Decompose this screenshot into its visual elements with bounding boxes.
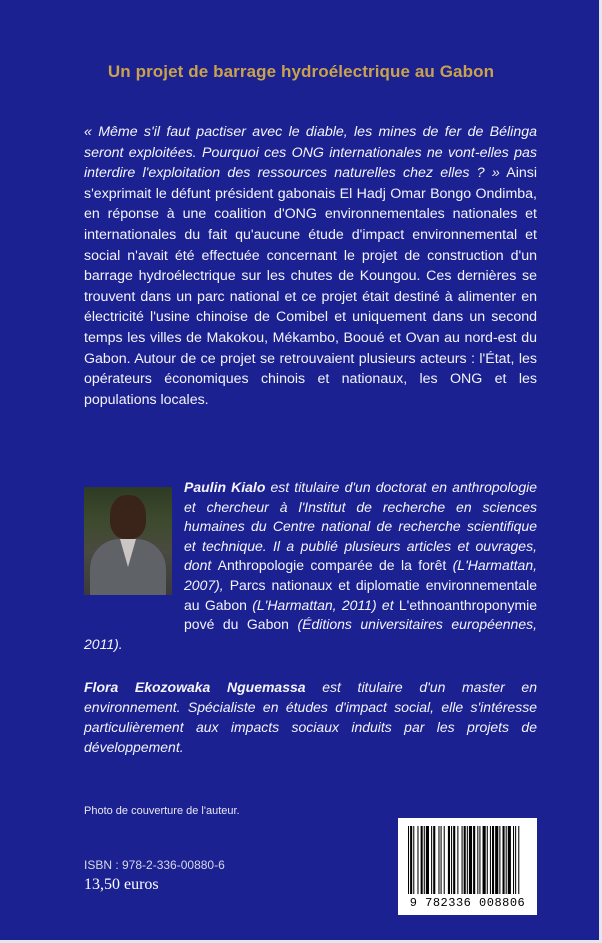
- book-title-2: Parcs nationaux et diplomatie environnementale au Gabon: [184, 576, 537, 613]
- book-publisher-1: (L'Harmattan, 2007),: [184, 557, 537, 593]
- barcode-bars: [398, 818, 537, 898]
- author-bio-flora: [84, 677, 537, 757]
- photo-credit: Photo de couverture de l'auteur.: [84, 805, 240, 817]
- book-title-3: L'ethnoanthroponymie pové du Gabon: [184, 596, 537, 633]
- author-name-paulin: Paulin Kialo: [184, 479, 266, 495]
- barcode: [398, 818, 537, 915]
- intro-quote: « Même s'il faut pactiser avec le diable, les mines de fer de Bélinga seront exploitées. Pourquoi ces ONG internationales ne vont-elles pas interdire l'exploitation des ressources naturelles chez elles ? »: [84, 124, 537, 182]
- author-bio-text-2: est titulaire d'un master en environnement. Spécialiste en études d'impact social, elle s'intéresse particulièrement aux impacts sociaux induits par les projets de développement.: [84, 679, 537, 755]
- isbn: ISBN : 978-2-336-00880-6: [84, 858, 225, 872]
- summary-text: [84, 122, 537, 410]
- author-bio-paulin: [84, 478, 537, 654]
- book-publisher-3: (Éditions universitaires européennes, 2011).: [84, 616, 537, 652]
- author-bio-text-1: est titulaire d'un doctorat en anthropologie et chercheur à l'Institut de recherche en sciences humaines du Centre national de recherche scientifique et technique. Il a publié plusieurs articles et ouvrages, dont: [184, 479, 538, 574]
- price: 13,50 euros: [84, 876, 159, 893]
- author-name-flora: Flora Ekozowaka Nguemassa: [84, 679, 306, 695]
- barcode-digits: 9 782336 008806: [409, 896, 526, 910]
- book-title: Un projet de barrage hydroélectrique au Gabon: [107, 62, 495, 81]
- intro-body: Ainsi s'exprimait le défunt président gabonais El Hadj Omar Bongo Ondimba, en réponse à une coalition d'ONG environnementales nationales et internationales du fait qu'aucune étude d'impact environnemental et social n'avait été effectuée concernant le projet de construction d'un barrage hydroélectrique sur les chutes de Koungou. Ces dernières se trouvent dans un parc national et ce projet était destiné à alimenter en électricité l'usine chinoise de Comibel et uniquement dans un second temps les villes de Makokou, Mékambo, Booué et Ovan au nord-est du Gabon. Autour de ce projet se retrouvaient plusieurs acteurs : l'État, les opérateurs économiques chinois et nationaux, les ONG et les populations locales.: [84, 165, 537, 408]
- book-publisher-2: (L'Harmattan, 2011) et: [246, 596, 399, 613]
- book-title-1: Anthropologie comparée de la forêt: [217, 557, 447, 574]
